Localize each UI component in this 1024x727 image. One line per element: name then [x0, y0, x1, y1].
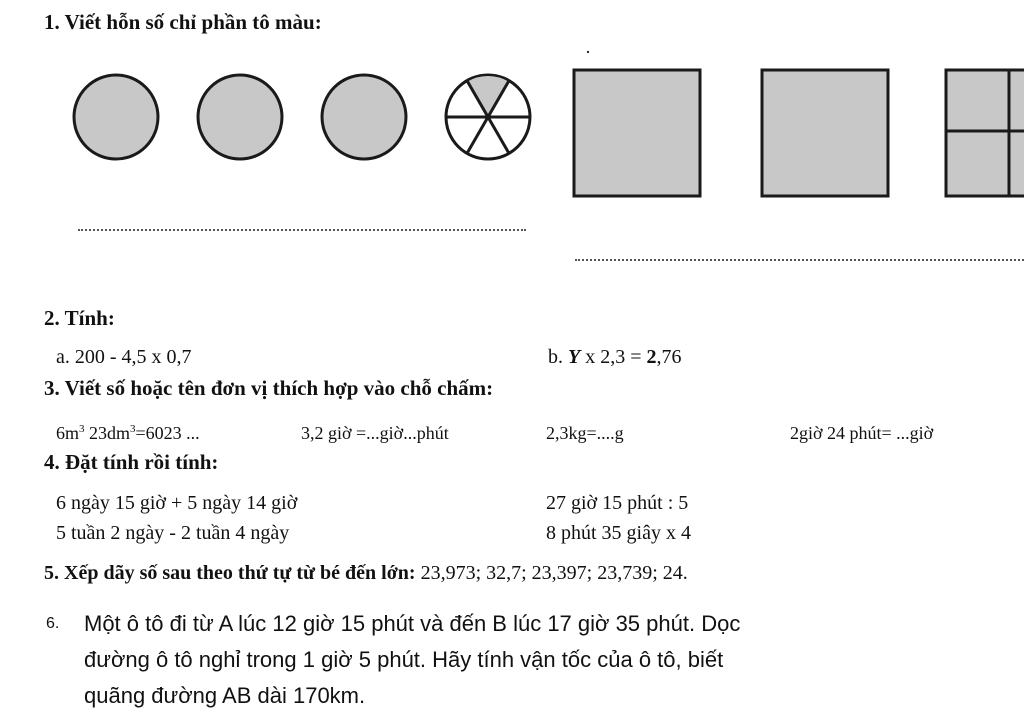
circle-figure-sixths — [446, 75, 530, 159]
square-figure-1 — [574, 70, 700, 196]
q2-title: 2. Tính: — [44, 306, 115, 330]
q3-title: 3. Viết số hoặc tên đơn vị thích hợp vào chỗ chấm: — [44, 376, 494, 400]
q4-item-2: 27 giờ 15 phút : 5 — [546, 492, 689, 514]
square-figure-2 — [762, 70, 888, 196]
q6-line-2: đường ô tô nghỉ trong 1 giờ 5 phút. Hãy tính vận tốc của ô tô, biết — [84, 647, 724, 672]
q5-title: 5. Xếp dãy số sau theo thứ tự từ bé đến lớn: — [44, 562, 416, 584]
q6-line-3: quãng đường AB dài 170km. — [84, 683, 366, 708]
q5-line — [44, 562, 688, 585]
q4-title: 4. Đặt tính rồi tính: — [44, 450, 219, 474]
q1-title: 1. Viết hỗn số chỉ phần tô màu: — [44, 10, 322, 34]
q3-item-1: $6m^3$ $23dm^3=6023$ ... — [56, 423, 200, 443]
q4-item-1: 6 ngày 15 giờ + 5 ngày 14 giờ — [56, 492, 298, 514]
q2-part-a: a. 200 - 4,5 x 0,7 — [56, 346, 192, 368]
circle-figure-1 — [74, 75, 158, 159]
q4-item-4: 8 phút 35 giây x 4 — [546, 522, 691, 544]
q4-item-3: 5 tuần 2 ngày - 2 tuần 4 ngày — [56, 522, 290, 544]
square-figure-quarters — [946, 70, 1024, 196]
q6-line-1: Một ô tô đi từ A lúc 12 giờ 15 phút và đến B lúc 17 giờ 35 phút. Dọc — [84, 611, 741, 636]
q3-item-2: 3,2 giờ =...giờ...phút — [301, 423, 449, 443]
circle-figure-3 — [322, 75, 406, 159]
q3-item-4: 2giờ 24 phút= ...giờ — [790, 423, 934, 443]
circle-figure-2 — [198, 75, 282, 159]
answer-line-squares — [575, 259, 1024, 261]
q2-part-b: b. Y x 2,3 = 2,76 — [548, 346, 682, 368]
q5-sequence: 23,973; 32,7; 23,397; 23,739; 24. — [415, 562, 688, 584]
q6-number: 6. — [46, 615, 60, 632]
q3-item-3: 2,3kg=....g — [546, 423, 624, 443]
answer-line-circles — [78, 229, 526, 231]
